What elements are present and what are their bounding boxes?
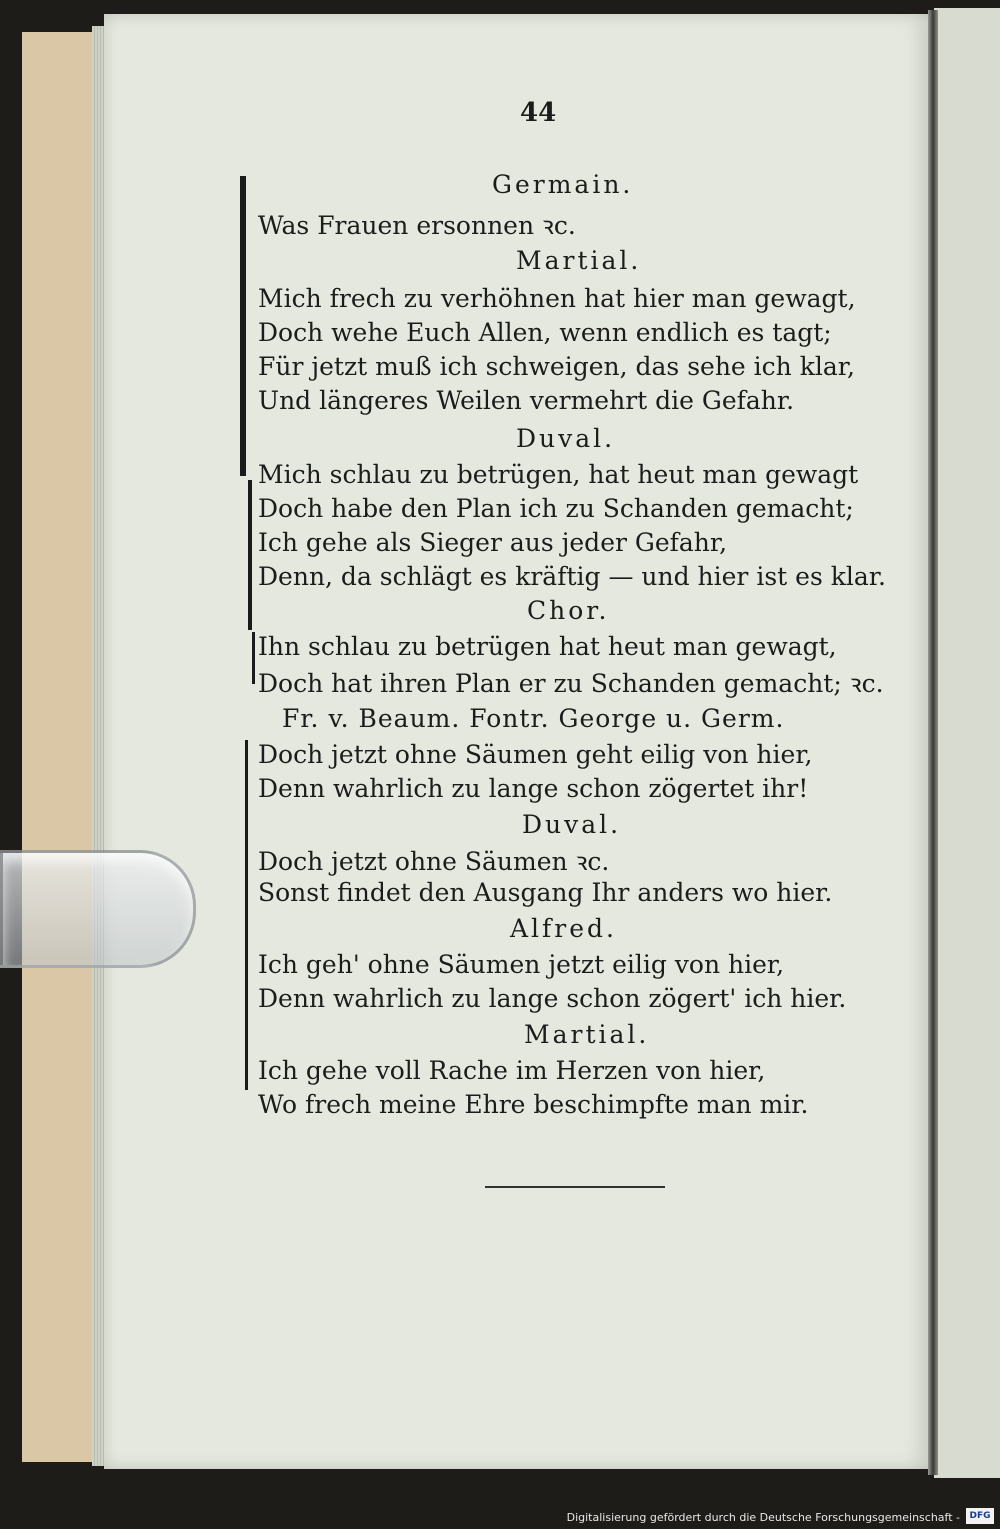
verse-line: Doch wehe Euch Allen, wenn endlich es tagt; (258, 318, 832, 347)
speaker-name: Germain. (492, 170, 634, 199)
verse-line: Für jetzt muß ich schweigen, das sehe ich klar, (258, 352, 855, 381)
dfg-logo: DFG (966, 1508, 994, 1524)
margin-bar-3 (252, 632, 255, 684)
verse-line: Denn, da schlägt es kräftig — und hier ist es klar. (258, 562, 886, 591)
speaker-name: Martial. (524, 1020, 650, 1049)
verse-line: Ich gehe als Sieger aus jeder Gefahr, (258, 528, 728, 557)
verse-line: Und längeres Weilen vermehrt die Gefahr. (258, 386, 795, 415)
digitization-credit: Digitalisierung gefördert durch die Deutsche Forschungsgemeinschaft - (566, 1511, 960, 1524)
verse-line: Ihn schlau zu betrügen hat heut man gewagt, (258, 632, 837, 661)
verse-line: Denn wahrlich zu lange schon zögertet ihr! (258, 774, 809, 803)
speaker-name: Chor. (527, 596, 610, 625)
verse-line: Doch jetzt ohne Säumen ꝛc. (258, 847, 610, 876)
page-holder-clip (0, 850, 196, 968)
speaker-name: Fr. v. Beaum. Fontr. George u. Germ. (282, 704, 785, 733)
verse-line: Mich frech zu verhöhnen hat hier man gewagt, (258, 284, 856, 313)
margin-bar-2 (248, 480, 252, 630)
page-number: 44 (520, 98, 557, 128)
speaker-name: Alfred. (510, 914, 617, 943)
verse-line: Sonst findet den Ausgang Ihr anders wo hier. (258, 878, 833, 907)
verse-line: Denn wahrlich zu lange schon zögert' ich hier. (258, 984, 847, 1013)
speaker-name: Martial. (516, 246, 642, 275)
verse-line: Wo frech meine Ehre beschimpfte man mir. (258, 1090, 809, 1119)
verse-line: Doch jetzt ohne Säumen geht eilig von hier, (258, 740, 813, 769)
verse-line: Doch hat ihren Plan er zu Schanden gemacht; ꝛc. (258, 669, 884, 698)
speaker-name: Duval. (516, 424, 616, 453)
speaker-name: Duval. (522, 810, 622, 839)
facing-page (934, 8, 1000, 1478)
book-cover-edge (22, 32, 103, 1462)
verse-line: Was Frauen ersonnen ꝛc. (258, 211, 576, 240)
margin-bar-1 (240, 176, 246, 476)
verse-line: Ich geh' ohne Säumen jetzt eilig von hier, (258, 950, 785, 979)
verse-line: Doch habe den Plan ich zu Schanden gemacht; (258, 494, 854, 523)
book-gutter (928, 10, 938, 1475)
closing-rule (485, 1186, 665, 1188)
verse-line: Ich gehe voll Rache im Herzen von hier, (258, 1056, 766, 1085)
verse-line: Mich schlau zu betrügen, hat heut man gewagt (258, 460, 859, 489)
margin-bar-4 (245, 740, 248, 1090)
